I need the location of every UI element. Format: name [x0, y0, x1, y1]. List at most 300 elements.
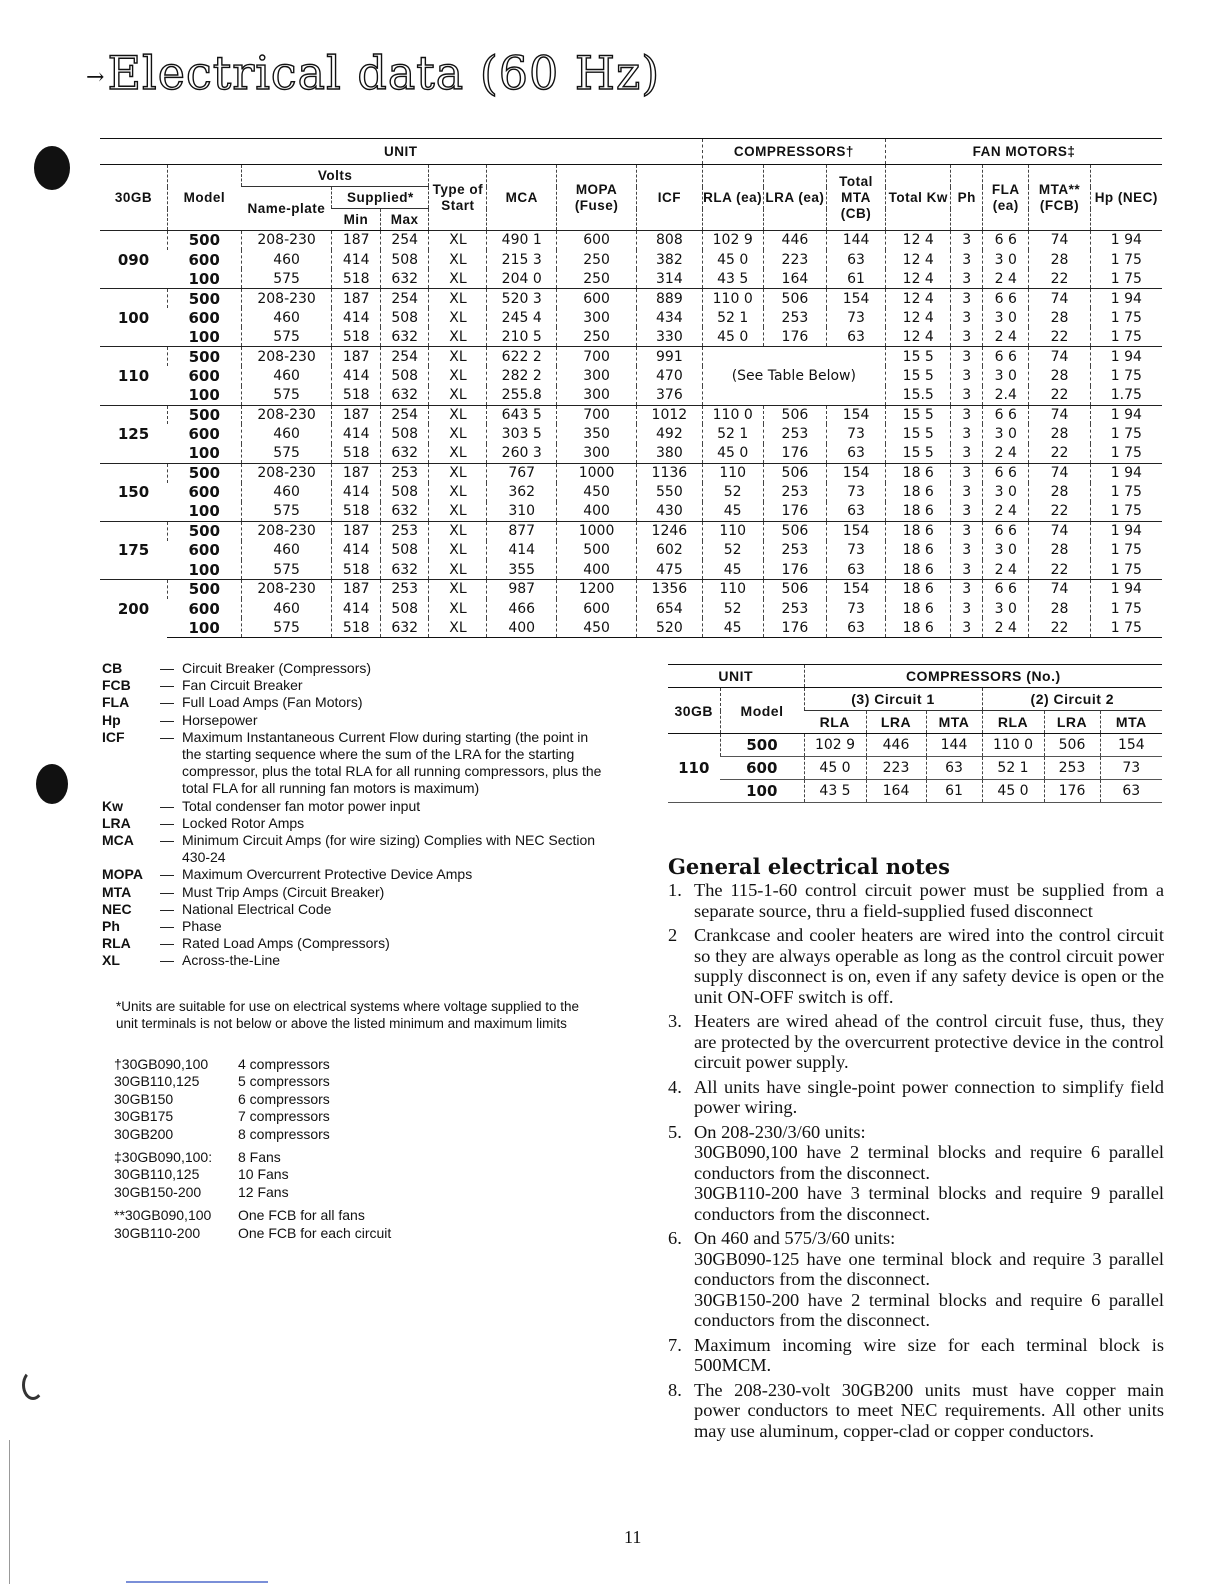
cell-model: 600	[188, 599, 220, 618]
cell-ph: 3	[951, 599, 983, 618]
cell-rla: 110 0	[702, 405, 763, 424]
cell-max: 254	[380, 405, 429, 424]
general-note-number: 2	[668, 925, 678, 945]
cell-lra: 506	[763, 463, 826, 482]
general-note-text	[694, 925, 1164, 1007]
cell-rla: 45 0	[702, 444, 763, 463]
cell-type: XL	[429, 405, 487, 424]
cell-max: 632	[380, 560, 429, 579]
general-notes-list	[668, 880, 1164, 1445]
table-row	[100, 386, 1162, 405]
cell-min: 414	[332, 250, 381, 269]
col-total-kw: Total Kw	[886, 165, 951, 231]
cell-fla: 3 0	[983, 366, 1029, 385]
cell-nameplate: 208-230	[241, 289, 332, 308]
cell-mta: 22	[1029, 386, 1090, 405]
abbreviation-dash: —	[160, 900, 174, 917]
cell-value: 102 9	[804, 734, 866, 757]
cell-min: 187	[332, 463, 381, 482]
cell-mca: 520 3	[487, 289, 557, 308]
cell-lra: 253	[763, 308, 826, 327]
cell-value: 61	[926, 780, 982, 803]
cell-model: 100	[188, 560, 220, 579]
cell-model: 100	[188, 327, 220, 346]
col-min: Min	[332, 209, 381, 231]
cell-hp: 1 94	[1090, 580, 1162, 599]
abbreviation-key: NEC	[102, 900, 132, 917]
cell-mta: 28	[1029, 250, 1090, 269]
fan-count-list	[114, 1149, 391, 1201]
abbreviation-dash: —	[160, 814, 174, 831]
cell-hp: 1 94	[1090, 289, 1162, 308]
abbreviation-key: FLA	[102, 694, 130, 711]
cell-fla: 6 6	[983, 347, 1029, 366]
cell-hp: 1 75	[1090, 502, 1162, 521]
footnote-model: 30GB175	[114, 1108, 174, 1125]
cell-total-mta: 63	[827, 444, 886, 463]
cell-value: 506	[1044, 734, 1100, 757]
cell-see-below: (See Table Below)	[702, 347, 885, 405]
cell-type: XL	[429, 541, 487, 560]
cell-nameplate: 575	[241, 444, 332, 463]
cell-type: XL	[429, 347, 487, 366]
cell-hp: 1 94	[1090, 463, 1162, 482]
abbreviation-value: Across-the-Line	[182, 952, 281, 969]
cell-nameplate: 460	[241, 541, 332, 560]
cell-total-mta: 154	[827, 580, 886, 599]
group-header-compressors: COMPRESSORS†	[702, 139, 885, 165]
footnote-value: One FCB for each circuit	[238, 1224, 392, 1241]
abbreviation-key: ICF	[102, 728, 125, 745]
table-row	[100, 541, 1162, 560]
general-note-paragraph: Maximum incoming wire size for each terminal block is 500MCM.	[694, 1334, 1164, 1375]
table-row	[100, 308, 1162, 327]
cell-icf: 434	[637, 308, 702, 327]
general-note-paragraph: 30GB150-200 have 2 terminal blocks and require 6 parallel conductors from the disconnect.	[694, 1289, 1164, 1330]
cell-nameplate: 575	[241, 327, 332, 346]
col-total-mta: Total MTA (CB)	[827, 165, 886, 231]
cell-unit: 150	[100, 463, 167, 521]
cell-model: 100	[188, 502, 220, 521]
cell-fla: 6 6	[983, 580, 1029, 599]
cell-nameplate: 208-230	[241, 405, 332, 424]
cell-mta: 22	[1029, 618, 1090, 637]
cell-fla: 6 6	[983, 521, 1029, 540]
cell-hp: 1 94	[1090, 521, 1162, 540]
abbreviation-dash: —	[160, 918, 174, 935]
footnote-value: 7 compressors	[238, 1108, 330, 1125]
cell-ph: 3	[951, 618, 983, 637]
abbreviation-key: Kw	[102, 797, 123, 814]
cell-total-mta: 144	[827, 231, 886, 250]
table-row	[100, 327, 1162, 346]
cell-value: 176	[1044, 780, 1100, 803]
cell-total-kw: 18 6	[886, 541, 951, 560]
cell-fla: 3 0	[983, 250, 1029, 269]
cell-total-kw: 12 4	[886, 308, 951, 327]
cell-total-mta: 73	[827, 308, 886, 327]
cell-ph: 3	[951, 289, 983, 308]
cell-mopa: 500	[557, 541, 637, 560]
cell-min: 414	[332, 424, 381, 443]
cell-unit: 090	[100, 231, 167, 289]
cell-model: 600	[188, 425, 220, 444]
cell-fla: 6 6	[983, 463, 1029, 482]
col-fla: FLA (ea)	[983, 165, 1029, 231]
cell-rla: 110	[702, 521, 763, 540]
cell-ph: 3	[951, 502, 983, 521]
general-note-paragraph: All units have single-point power connection to simplify field power wiring.	[694, 1076, 1164, 1117]
table-row	[100, 424, 1162, 443]
cell-mta: 74	[1029, 289, 1090, 308]
sub-col-rla-2: RLA	[982, 711, 1044, 734]
cell-hp: 1 94	[1090, 347, 1162, 366]
table-row	[100, 269, 1162, 288]
cell-nameplate: 460	[241, 599, 332, 618]
col-nameplate: Name-plate	[247, 200, 326, 216]
cell-min: 518	[332, 327, 381, 346]
footnote-value: 10 Fans	[238, 1166, 289, 1183]
footnote-value: 5 compressors	[238, 1073, 330, 1090]
cell-lra: 506	[763, 289, 826, 308]
group-header-unit: UNIT	[100, 139, 702, 165]
col-icf: ICF	[637, 165, 702, 231]
table-row	[668, 734, 1162, 757]
cell-mta: 22	[1029, 560, 1090, 579]
table-row	[100, 347, 1162, 366]
cell-mopa: 600	[557, 231, 637, 250]
cell-ph: 3	[951, 308, 983, 327]
abbreviation-item	[102, 918, 602, 935]
cell-type: XL	[429, 560, 487, 579]
cell-mca: 260 3	[487, 444, 557, 463]
cell-min: 414	[332, 599, 381, 618]
cell-type: XL	[429, 618, 487, 637]
sub-header-circuit-2: (2) Circuit 2	[982, 688, 1162, 711]
cell-hp: 1 75	[1090, 327, 1162, 346]
cell-max: 632	[380, 444, 429, 463]
cell-mopa: 300	[557, 366, 637, 385]
cell-ph: 3	[951, 269, 983, 288]
cell-fla: 3 0	[983, 424, 1029, 443]
cell-rla: 45 0	[702, 250, 763, 269]
abbreviation-key: MOPA	[102, 866, 143, 883]
sub-col-mta-2: MTA	[1100, 711, 1162, 734]
cell-type: XL	[429, 599, 487, 618]
cell-total-mta: 63	[827, 502, 886, 521]
cell-fla: 6 6	[983, 289, 1029, 308]
cell-nameplate: 460	[241, 424, 332, 443]
footer-rule	[126, 1581, 268, 1583]
general-note-text	[694, 1122, 1164, 1225]
cell-value: 45 0	[982, 780, 1044, 803]
compressor-count-list	[114, 1056, 391, 1143]
cell-hp: 1 94	[1090, 231, 1162, 250]
binder-hole	[36, 764, 68, 804]
cell-value: 73	[1100, 757, 1162, 780]
margin-rule	[9, 1440, 10, 1584]
cell-mca: 987	[487, 580, 557, 599]
footnote-model: 30GB110,125	[114, 1073, 200, 1090]
general-note-paragraph: Heaters are wired ahead of the control circuit fuse, thus, they are protected by the overcurrent protective device in the control circuit power supply.	[694, 1011, 1164, 1072]
cell-mta: 74	[1029, 521, 1090, 540]
cell-type: XL	[429, 463, 487, 482]
cell-total-mta: 63	[827, 618, 886, 637]
general-note-paragraph: On 208-230/3/60 units:	[694, 1121, 866, 1142]
general-note-paragraph: On 460 and 575/3/60 units:	[694, 1228, 896, 1248]
abbreviation-value: Must Trip Amps (Circuit Breaker)	[182, 883, 385, 900]
footnote-value: One FCB for all fans	[238, 1207, 365, 1224]
cell-mca: 245 4	[487, 308, 557, 327]
cell-rla: 110	[702, 463, 763, 482]
general-note-item	[668, 1228, 1164, 1331]
abbreviation-dash: —	[160, 711, 174, 728]
abbreviation-item	[102, 901, 602, 918]
sub-col-model: Model	[720, 688, 804, 734]
fcb-list	[114, 1207, 391, 1242]
cell-rla: 110	[702, 580, 763, 599]
cell-min: 518	[332, 444, 381, 463]
table-row	[100, 483, 1162, 502]
cell-value: 144	[926, 734, 982, 757]
col-volts: Volts	[241, 165, 429, 187]
general-note-paragraph: The 115-1-60 control circuit power must be supplied from a separate source, thru a field-supplied fused disconnect	[694, 880, 1164, 921]
cell-fla: 3 0	[983, 541, 1029, 560]
cell-hp: 1 75	[1090, 308, 1162, 327]
col-30gb: 30GB	[114, 189, 153, 205]
general-note-paragraph: Crankcase and cooler heaters are wired into the control circuit so they are always operable as long as the control circuit power supply disconnect is on, even if any safety device is open or the unit ON-OFF switch is off.	[694, 925, 1164, 1007]
arrow-icon: →	[86, 64, 106, 90]
cell-rla: 52 1	[702, 308, 763, 327]
abbreviation-item	[102, 677, 602, 694]
cell-mta: 28	[1029, 483, 1090, 502]
table-row	[100, 599, 1162, 618]
cell-max: 632	[380, 386, 429, 405]
cell-ph: 3	[951, 250, 983, 269]
cell-max: 508	[380, 250, 429, 269]
table-row	[100, 231, 1162, 250]
cell-lra: 253	[763, 599, 826, 618]
cell-value: 164	[866, 780, 926, 803]
abbreviation-dash: —	[160, 660, 174, 676]
table-row	[100, 463, 1162, 482]
general-note-number: 4.	[668, 1076, 682, 1097]
cell-type: XL	[429, 308, 487, 327]
general-note-item	[668, 1122, 1164, 1225]
cell-rla: 110 0	[702, 289, 763, 308]
cell-mca: 303 5	[487, 424, 557, 443]
cell-model: 100	[188, 386, 220, 405]
cell-value: 63	[926, 757, 982, 780]
cell-mta: 22	[1029, 502, 1090, 521]
cell-min: 414	[332, 366, 381, 385]
cell-lra: 253	[763, 483, 826, 502]
sub-col-lra-1: LRA	[866, 711, 926, 734]
abbreviation-item	[102, 884, 602, 901]
cell-icf: 654	[637, 599, 702, 618]
cell-mopa: 250	[557, 327, 637, 346]
cell-rla: 52 1	[702, 424, 763, 443]
cell-total-kw: 12 4	[886, 250, 951, 269]
cell-icf: 314	[637, 269, 702, 288]
cell-min: 518	[332, 386, 381, 405]
cell-total-mta: 154	[827, 405, 886, 424]
table-row	[100, 618, 1162, 637]
abbreviation-value: Phase	[182, 918, 222, 935]
cell-mopa: 600	[557, 289, 637, 308]
cell-min: 187	[332, 580, 381, 599]
cell-min: 414	[332, 308, 381, 327]
cell-lra: 506	[763, 405, 826, 424]
cell-lra: 176	[763, 444, 826, 463]
cell-fla: 2 4	[983, 444, 1029, 463]
cell-min: 187	[332, 347, 381, 366]
cell-icf: 470	[637, 366, 702, 385]
abbreviation-value: Total condenser fan motor power input	[182, 797, 421, 814]
cell-mopa: 600	[557, 599, 637, 618]
cell-type: XL	[429, 502, 487, 521]
cell-total-kw: 15 5	[886, 405, 951, 424]
cell-nameplate: 575	[241, 560, 332, 579]
footnote-model: **30GB090,100	[114, 1207, 212, 1224]
cell-mca: 400	[487, 618, 557, 637]
abbreviation-value: National Electrical Code	[182, 900, 332, 917]
cell-lra: 176	[763, 618, 826, 637]
cell-type: XL	[429, 483, 487, 502]
cell-nameplate: 208-230	[241, 580, 332, 599]
cell-ph: 3	[951, 483, 983, 502]
cell-icf: 475	[637, 560, 702, 579]
table-row	[100, 502, 1162, 521]
general-note-text	[694, 1380, 1164, 1442]
cell-fla: 2 4	[983, 560, 1029, 579]
abbreviation-item	[102, 660, 602, 677]
general-note-number: 8.	[668, 1379, 682, 1400]
sub-col-rla-1: RLA	[804, 711, 866, 734]
footnote-value: 8 Fans	[238, 1149, 281, 1166]
cell-total-mta: 73	[827, 599, 886, 618]
cell-max: 632	[380, 502, 429, 521]
table-row	[100, 521, 1162, 540]
cell-nameplate: 575	[241, 269, 332, 288]
cell-total-kw: 18 6	[886, 483, 951, 502]
col-rla: RLA (ea)	[702, 165, 763, 231]
electrical-data-table	[100, 138, 1162, 638]
cell-rla: 45	[702, 502, 763, 521]
cell-model: 100	[188, 444, 220, 463]
cell-hp: 1 75	[1090, 269, 1162, 288]
general-note-number: 1.	[668, 880, 682, 900]
cell-icf: 1136	[637, 463, 702, 482]
cell-fla: 2 4	[983, 269, 1029, 288]
cell-fla: 3 0	[983, 599, 1029, 618]
cell-value: 446	[866, 734, 926, 757]
cell-icf: 550	[637, 483, 702, 502]
table-row	[100, 444, 1162, 463]
cell-fla: 6 6	[983, 405, 1029, 424]
cell-icf: 492	[637, 424, 702, 443]
cell-model: 600	[188, 366, 220, 385]
cell-fla: 3 0	[983, 308, 1029, 327]
general-note-item	[668, 880, 1164, 921]
cell-total-mta: 73	[827, 483, 886, 502]
cell-fla: 6 6	[983, 231, 1029, 250]
cell-icf: 430	[637, 502, 702, 521]
cell-icf: 1246	[637, 521, 702, 540]
cell-mopa: 250	[557, 269, 637, 288]
abbreviation-item	[102, 866, 602, 883]
cell-mopa: 450	[557, 483, 637, 502]
cell-icf: 602	[637, 541, 702, 560]
cell-ph: 3	[951, 521, 983, 540]
table-row	[668, 757, 1162, 780]
cell-type: XL	[429, 289, 487, 308]
cell-max: 632	[380, 269, 429, 288]
cell-hp: 1 75	[1090, 444, 1162, 463]
general-note-text	[694, 1335, 1164, 1376]
cell-icf: 889	[637, 289, 702, 308]
general-note-number: 5.	[668, 1121, 682, 1142]
cell-total-mta: 63	[827, 327, 886, 346]
cell-mta: 74	[1029, 347, 1090, 366]
cell-type: XL	[429, 366, 487, 385]
cell-rla: 43 5	[702, 269, 763, 288]
cell-ph: 3	[951, 541, 983, 560]
abbreviation-dash: —	[160, 866, 174, 883]
cell-hp: 1 75	[1090, 599, 1162, 618]
cell-value: 110 0	[982, 734, 1044, 757]
general-note-item	[668, 1380, 1164, 1442]
cell-mta: 74	[1029, 580, 1090, 599]
cell-total-kw: 15 5	[886, 424, 951, 443]
cell-max: 508	[380, 599, 429, 618]
cell-ph: 3	[951, 444, 983, 463]
cell-mca: 466	[487, 599, 557, 618]
abbreviation-item	[102, 952, 602, 969]
cell-icf: 382	[637, 250, 702, 269]
cell-rla: 52	[702, 599, 763, 618]
footnote-model: ‡30GB090,100:	[114, 1149, 213, 1166]
cell-nameplate: 460	[241, 366, 332, 385]
general-note-text	[694, 1011, 1164, 1073]
general-note-paragraph: The 208-230-volt 30GB200 units must have copper main power conductors to meet NEC requirements. All other units may use aluminum, copper-clad or copper conductors.	[694, 1379, 1164, 1441]
cell-total-kw: 18 6	[886, 618, 951, 637]
cell-mca: 622 2	[487, 347, 557, 366]
col-mca: MCA	[487, 165, 557, 231]
cell-total-kw: 15 5	[886, 347, 951, 366]
cell-nameplate: 460	[241, 308, 332, 327]
cell-rla: 45	[702, 618, 763, 637]
general-notes-title: General electrical notes	[668, 854, 950, 879]
abbreviation-key: XL	[102, 952, 120, 969]
cell-value: 253	[1044, 757, 1100, 780]
cell-icf: 376	[637, 386, 702, 405]
cell-max: 508	[380, 366, 429, 385]
abbreviation-key: Ph	[102, 918, 120, 935]
cell-rla: 52	[702, 483, 763, 502]
abbreviation-dash: —	[160, 883, 174, 900]
cell-mopa: 1200	[557, 580, 637, 599]
general-note-item	[668, 1335, 1164, 1376]
cell-model: 500	[167, 580, 241, 599]
cell-max: 254	[380, 347, 429, 366]
cell-unit: 100	[100, 289, 167, 347]
abbreviation-value: Maximum Overcurrent Protective Device Amps	[182, 866, 473, 883]
cell-total-mta: 63	[827, 250, 886, 269]
cell-mta: 28	[1029, 366, 1090, 385]
cell-type: XL	[429, 580, 487, 599]
cell-mopa: 250	[557, 250, 637, 269]
